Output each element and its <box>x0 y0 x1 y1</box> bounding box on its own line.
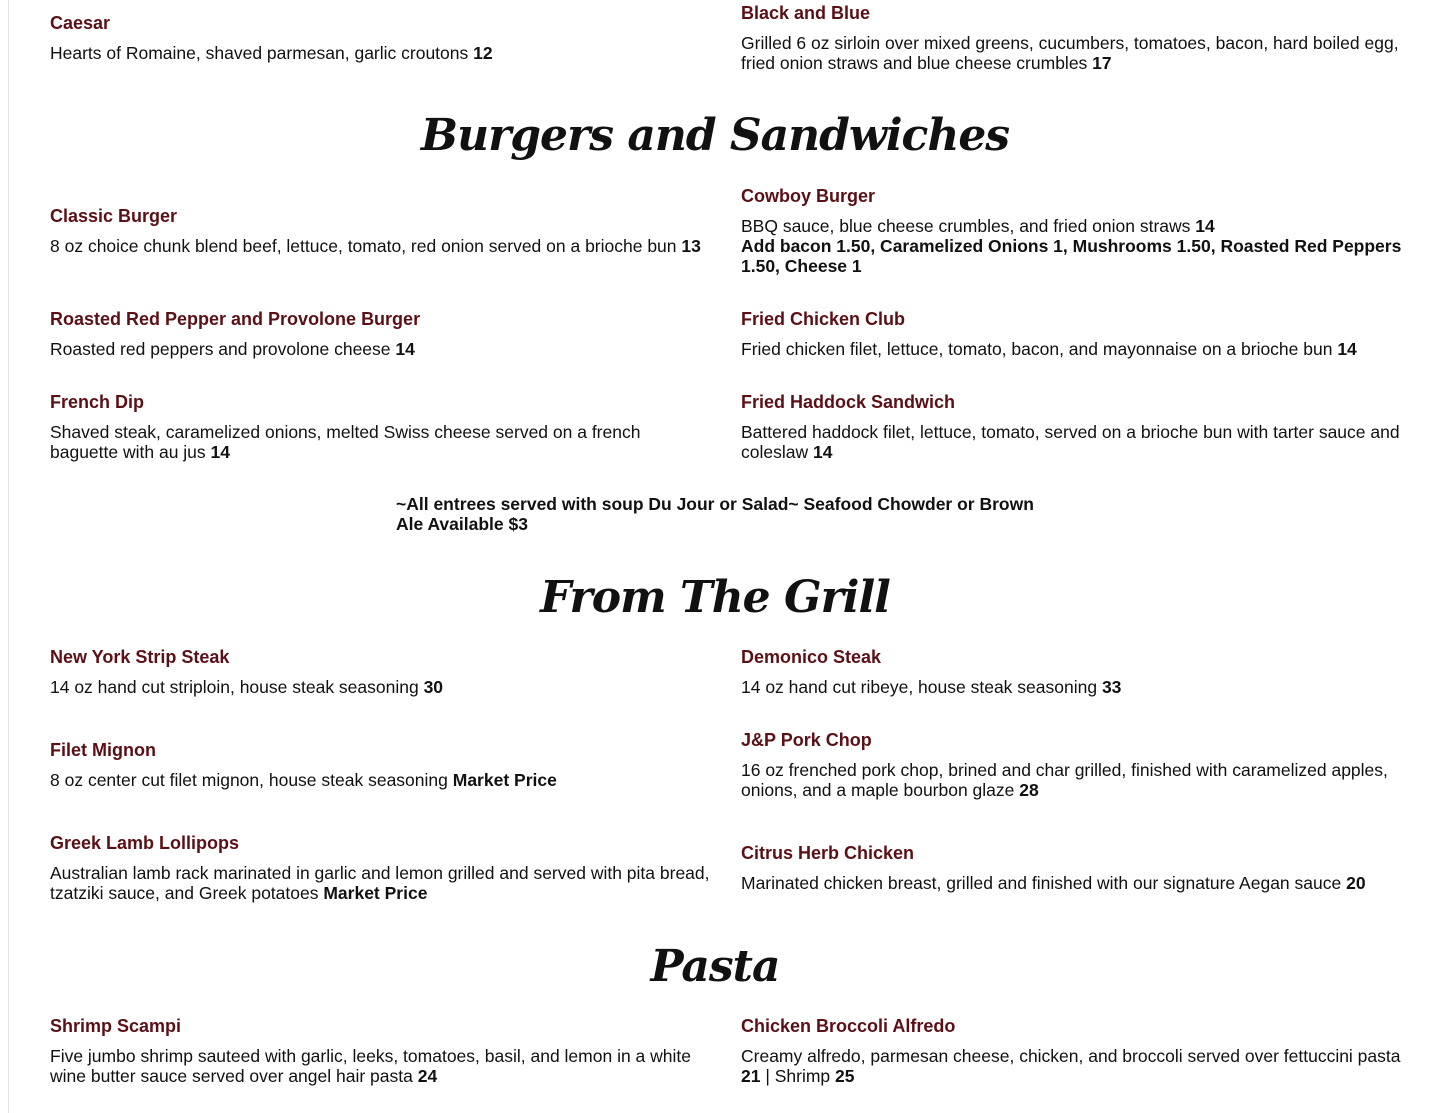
menu-item-greek-lamb <box>50 833 710 903</box>
menu-item-chicken-alfredo <box>741 1016 1406 1086</box>
item-name: French Dip <box>50 392 145 412</box>
description-text: Marinated chicken breast, grilled and finished with our signature Aegan sauce <box>741 873 1347 893</box>
description-text: Hearts of Romaine, shaved parmesan, garlic croutons <box>50 43 474 63</box>
menu-item-demonico <box>741 647 1406 697</box>
item-description <box>741 339 1406 359</box>
item-description <box>50 863 710 903</box>
price-separator: | Shrimp <box>760 1066 836 1086</box>
item-addons: Add bacon 1.50, Caramelized Onions 1, Mushrooms 1.50, Roasted Red Peppers 1.50, Cheese 1 <box>741 236 1402 276</box>
menu-item-fried-chicken-club <box>741 309 1406 359</box>
item-description <box>50 339 710 359</box>
item-name: Demonico Steak <box>741 647 882 667</box>
item-description <box>741 422 1406 462</box>
description-text: Creamy alfredo, parmesan cheese, chicken, and broccoli served over fettuccini pasta <box>741 1046 1401 1066</box>
item-description <box>50 677 710 697</box>
item-name: J&P Pork Chop <box>741 730 872 750</box>
item-name: Chicken Broccoli Alfredo <box>741 1016 956 1036</box>
description-text: Shaved steak, caramelized onions, melted Swiss cheese served on a french baguette with au jus <box>50 422 641 462</box>
section-title-burgers: Burgers and Sandwiches <box>420 110 1010 161</box>
item-price: 21 <box>741 1066 761 1086</box>
item-name: Classic Burger <box>50 206 178 226</box>
item-description <box>741 33 1406 73</box>
item-price: Market Price <box>323 883 428 903</box>
section-title-pasta: Pasta <box>650 941 780 992</box>
description-text: 8 oz center cut filet mignon, house steak seasoning <box>50 770 453 790</box>
menu-item-caesar <box>50 13 710 63</box>
menu-item-pork-chop <box>741 730 1406 800</box>
item-name: Roasted Red Pepper and Provolone Burger <box>50 309 421 329</box>
item-price: 14 <box>1195 216 1215 236</box>
menu-item-fried-haddock <box>741 392 1406 462</box>
item-price: 17 <box>1092 53 1112 73</box>
item-price: 13 <box>681 236 701 256</box>
item-name: Caesar <box>50 13 111 33</box>
item-name: Black and Blue <box>741 3 871 23</box>
menu-item-shrimp-scampi <box>50 1016 710 1086</box>
item-name: Cowboy Burger <box>741 186 876 206</box>
description-text: 16 oz frenched pork chop, brined and char grilled, finished with caramelized apples, onions, and a maple bourbon glaze <box>741 760 1388 800</box>
item-description <box>741 677 1406 697</box>
item-price: Market Price <box>452 770 557 790</box>
item-price: 12 <box>473 43 493 63</box>
item-price: 28 <box>1019 780 1039 800</box>
item-price: 20 <box>1346 873 1366 893</box>
item-name: New York Strip Steak <box>50 647 230 667</box>
description-text: Roasted red peppers and provolone cheese <box>50 339 396 359</box>
item-description <box>741 760 1406 800</box>
item-description <box>50 422 710 462</box>
item-price: 14 <box>395 339 415 359</box>
description-text: Battered haddock filet, lettuce, tomato, served on a brioche bun with tarter sauce and coleslaw <box>741 422 1400 462</box>
menu-item-classic-burger <box>50 206 710 256</box>
item-description <box>741 1046 1406 1086</box>
description-text: Grilled 6 oz sirloin over mixed greens, cucumbers, tomatoes, bacon, hard boiled egg, fried onion straws and blue cheese crumbles <box>741 33 1399 73</box>
menu-item-citrus-chicken <box>741 843 1406 893</box>
menu-item-ny-strip <box>50 647 710 697</box>
description-text: Fried chicken filet, lettuce, tomato, bacon, and mayonnaise on a brioche bun <box>741 339 1338 359</box>
item-price-shrimp: 25 <box>835 1066 855 1086</box>
item-name: Greek Lamb Lollipops <box>50 833 240 853</box>
item-price: 14 <box>812 442 833 462</box>
description-text: Five jumbo shrimp sauteed with garlic, leeks, tomatoes, basil, and lemon in a white wine butter sauce served over angel hair pasta <box>50 1046 691 1086</box>
description-text: 8 oz choice chunk blend beef, lettuce, tomato, red onion served on a brioche bun <box>50 236 682 256</box>
item-description <box>50 43 710 63</box>
description-text: 14 oz hand cut striploin, house steak seasoning <box>50 677 424 697</box>
description-text: BBQ sauce, blue cheese crumbles, and fried onion straws <box>741 216 1196 236</box>
description-text: Australian lamb rack marinated in garlic and lemon grilled and served with pita bread, tzatziki sauce, and Greek potatoes <box>50 863 710 903</box>
item-name: Filet Mignon <box>50 740 156 760</box>
item-name: Shrimp Scampi <box>50 1016 182 1036</box>
item-price: 14 <box>210 442 230 462</box>
item-price: 14 <box>1337 339 1357 359</box>
entree-note: ~All entrees served with soup Du Jour or Salad~ Seafood Chowder or Brown Ale Available $3 <box>396 494 1034 534</box>
item-name: Fried Haddock Sandwich <box>741 392 956 412</box>
item-price: 30 <box>423 677 444 697</box>
item-description <box>50 236 710 256</box>
item-description <box>50 1046 710 1086</box>
item-name: Fried Chicken Club <box>741 309 906 329</box>
item-description <box>741 216 1406 236</box>
item-price: 33 <box>1101 677 1122 697</box>
description-text: 14 oz hand cut ribeye, house steak seasoning <box>741 677 1102 697</box>
item-price: 24 <box>417 1066 438 1086</box>
menu-item-red-pepper-burger <box>50 309 710 359</box>
menu-item-black-and-blue <box>741 3 1406 73</box>
item-name: Citrus Herb Chicken <box>741 843 915 863</box>
menu-item-french-dip <box>50 392 710 462</box>
section-title-grill: From The Grill <box>540 572 890 623</box>
menu-item-filet-mignon <box>50 740 710 790</box>
item-description <box>50 770 710 790</box>
item-description <box>741 873 1406 893</box>
menu-item-cowboy-burger <box>741 186 1406 276</box>
